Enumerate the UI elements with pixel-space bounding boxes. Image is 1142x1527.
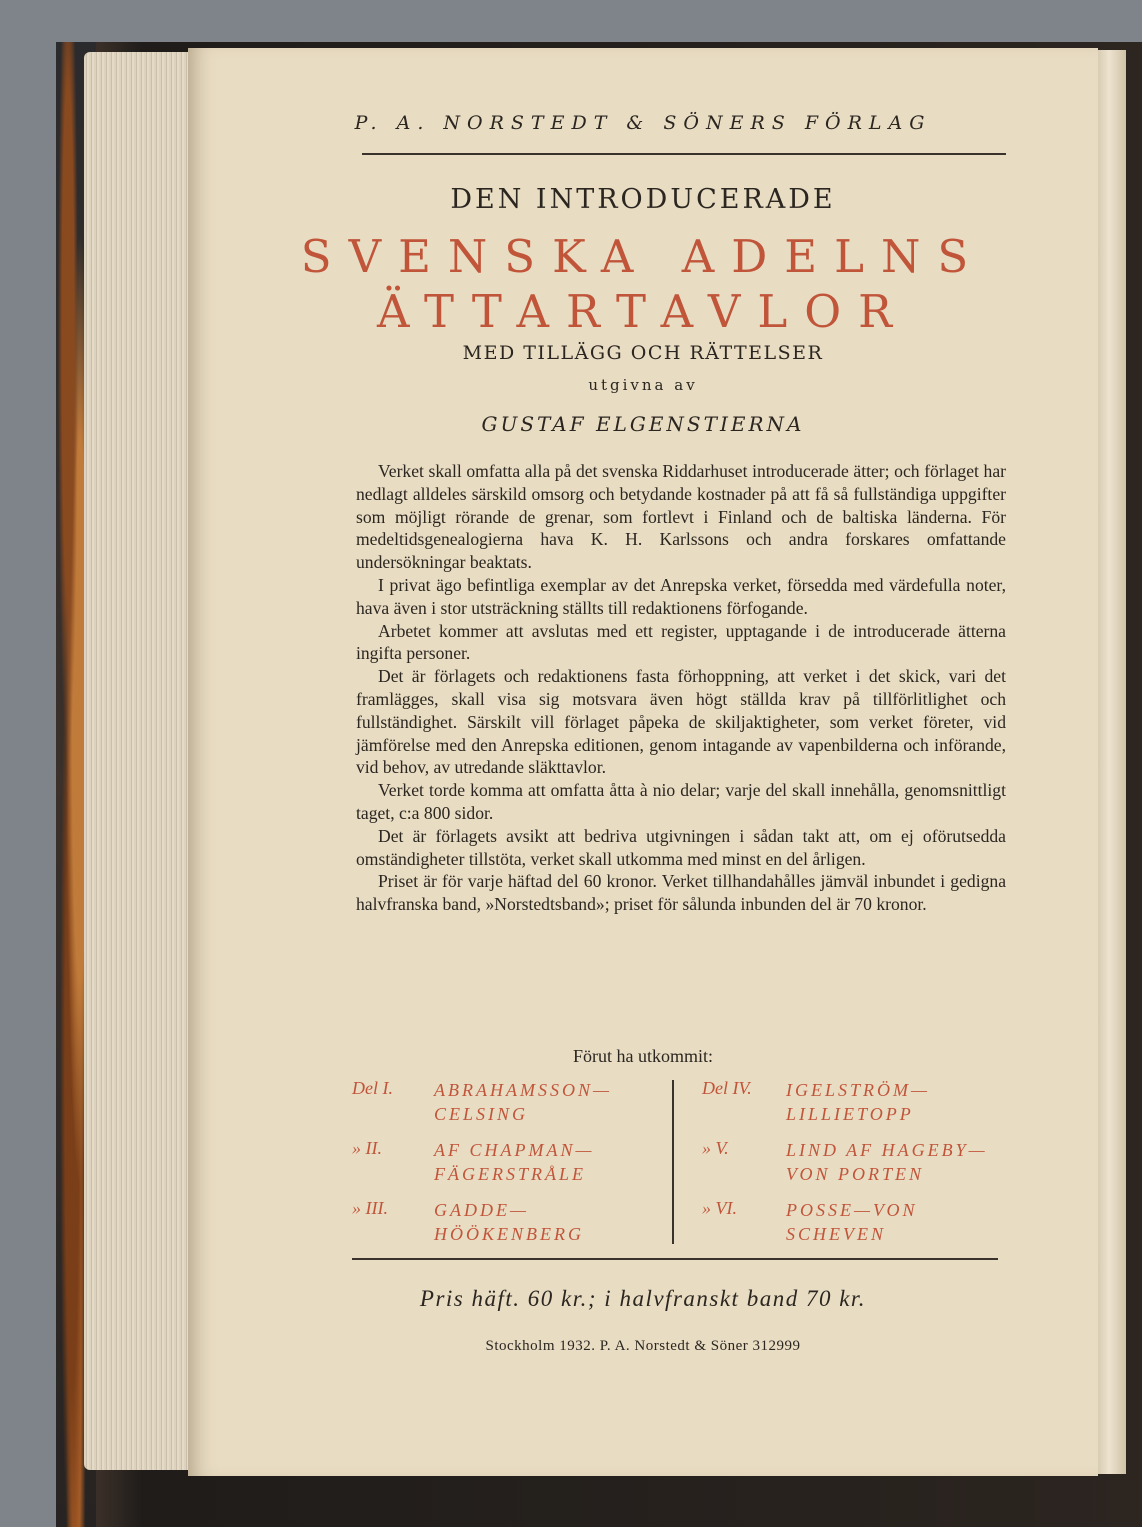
volume-number: Del I. <box>352 1078 393 1098</box>
volumes-right-column <box>702 1078 1002 1258</box>
title-line-3: ÄTTARTAVLOR <box>377 285 909 338</box>
volume-number: » VI. <box>702 1198 737 1218</box>
paragraph: I privat ägo befintliga exemplar av det Anrepska verket, försedda med värdefulla noter, hava även i stor utsträckning ställts till redaktionens förfogande. <box>356 574 1006 618</box>
forut-heading: Förut ha utkommit: <box>572 1046 713 1066</box>
paragraph: Priset är för varje häftad del 60 kronor. Verket tillhandahålles jämväl inbundet i gedigna halvfranska band, »Norstedtsband»; priset för sålunda inbunden del är 70 kronor. <box>356 871 1006 915</box>
paragraph: Det är förlagets och redaktionens fasta förhoppning, att verket i det skick, vari det framlägges, skall visa sig motsvara även högt ställda krav på tillförlitlighet och fullständighet. Särskilt vill förlaget påpeka de skiljaktigheter, som verket företer, vid jämförelse med den Anrepska editionen, genom intagande av vapenbilderna och införande, vid behov, av utredande släkttavlor. <box>356 666 1006 778</box>
volume-entry <box>702 1138 1002 1198</box>
volumes-left-column <box>352 1078 662 1258</box>
volumes-rule <box>352 1258 998 1260</box>
volume-entry <box>352 1078 662 1138</box>
imprint: Stockholm 1932. P. A. Norstedt & Söner 312999 <box>485 1338 801 1354</box>
subtitle: MED TILLÄGG OCH RÄTTELSER <box>462 342 824 364</box>
body-text <box>356 460 1006 916</box>
published-volumes <box>352 1078 1012 1248</box>
volume-range: LIND AF HAGEBY—VON PORTEN <box>786 1140 988 1184</box>
volume-number: » II. <box>352 1138 382 1158</box>
paragraph: Det är förlagets avsikt att bedriva utgivningen i sådan takt att, om ej oförutsedda omständigheter tillstöta, verket skall utkomma med minst en del årligen. <box>356 825 1006 869</box>
volume-number: » V. <box>702 1138 729 1158</box>
volume-number: » III. <box>352 1198 388 1218</box>
title-line-2: SVENSKA ADELNS <box>300 230 986 283</box>
paragraph: Verket skall omfatta alla på det svenska Riddarhuset introducerade ätter; och förlaget har nedlagt alldeles särskild omsorg och betydande kostnader på att få så fullständiga uppgifter som möjligt rörande de grenar, som fortlevt i Finland och de baltiska länderna. För medeltidsgenealogierna hava K. H. Karlssons och andra forskares omfattande undersökningar beaktats. <box>356 461 1006 573</box>
volume-range: POSSE—VON SCHEVEN <box>786 1200 918 1244</box>
volume-range: AF CHAPMAN—FÄGERSTRÅLE <box>434 1140 595 1184</box>
page-edge <box>1098 50 1126 1474</box>
volume-entry <box>702 1198 1002 1258</box>
title-line-1: DEN INTRODUCERADE <box>450 184 836 215</box>
volume-entry <box>352 1198 662 1258</box>
publisher-header: P. A. NORSTEDT & SÖNERS FÖRLAG <box>354 112 932 134</box>
volume-number: Del IV. <box>702 1078 752 1098</box>
volume-entry <box>702 1078 1002 1138</box>
paragraph: Verket torde komma att omfatta åtta à nio delar; varje del skall innehålla, genomsnittligt taget, c:a 800 sidor. <box>356 780 1006 823</box>
utgivna-av: utgivna av <box>588 376 698 394</box>
header-rule <box>362 153 1006 155</box>
volume-range: IGELSTRÖM—LILLIETOPP <box>786 1080 931 1124</box>
page-stack <box>84 52 188 1470</box>
volume-range: GADDE—HÖÖKENBERG <box>434 1200 584 1244</box>
price-line: Pris häft. 60 kr.; i halvfranskt band 70 kr. <box>419 1286 867 1311</box>
paragraph: Arbetet kommer att avslutas med ett register, upptagande i de introducerade ätterna ingifta personer. <box>356 620 1006 664</box>
volume-range: ABRAHAMSSON—CELSING <box>434 1080 612 1124</box>
column-divider <box>672 1080 674 1244</box>
editor-name: GUSTAF ELGENSTIERNA <box>481 412 805 436</box>
volume-entry <box>352 1138 662 1198</box>
